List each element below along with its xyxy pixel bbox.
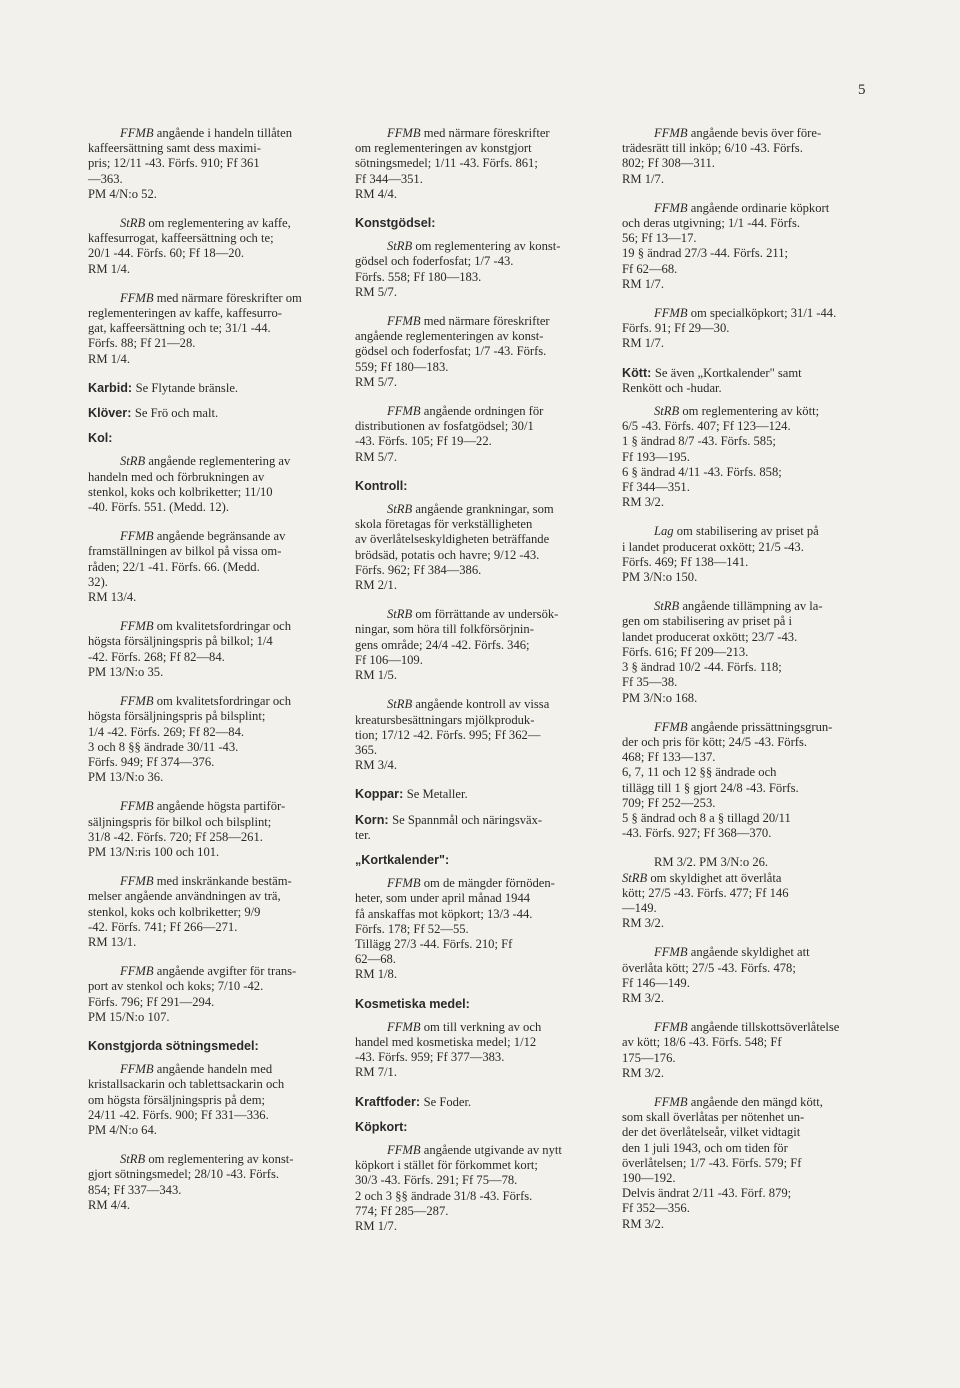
- entry-line: PM 3/N:o 150.: [622, 570, 698, 585]
- entry-line: kreatursbesättningars mjölkproduk-: [355, 712, 535, 727]
- entry-line: RM 1/7.: [622, 336, 664, 351]
- entry-line: Ff 62—68.: [622, 261, 678, 276]
- entry-line: StRB angående reglementering av: [120, 454, 291, 469]
- index-entry: [88, 291, 334, 367]
- index-entry: [88, 1062, 334, 1138]
- heading-label: Kol:: [88, 431, 113, 446]
- entry-line: RM 5/7.: [355, 449, 397, 464]
- entry-line: 1 § ändrad 8/7 -43. Förfs. 585;: [622, 434, 776, 449]
- entry-line: RM 1/4.: [88, 261, 130, 276]
- entry-line: 2 och 3 §§ ändrade 31/8 -43. Förfs.: [355, 1188, 533, 1203]
- heading-label: Kontroll:: [355, 478, 408, 493]
- entry-line: gödsel och foderfosfat; 1/7 -43. Förfs.: [355, 344, 547, 359]
- entry-line: -42. Förfs. 268; Ff 82—84.: [88, 649, 225, 664]
- heading-reference: Se Spannmål och näringsväx-: [392, 812, 543, 827]
- section-heading: [355, 787, 601, 802]
- index-entry: [622, 1095, 872, 1232]
- column-2: [355, 126, 601, 1248]
- entry-line: ningar, som höra till folkförsörjnin-: [355, 622, 534, 637]
- entry-line: port av stenkol och koks; 7/10 -42.: [88, 979, 264, 994]
- heading-reference: Se Metaller.: [406, 787, 468, 802]
- entry-line: FFMB med närmare föreskrifter om: [120, 290, 302, 305]
- entry-line: pris; 12/11 -43. Förfs. 910; Ff 361: [88, 156, 260, 171]
- entry-line: RM 3/2.: [622, 990, 664, 1005]
- entry-line: 5 § ändrad och 8 a § tillagd 20/11: [622, 810, 791, 825]
- entry-line: StRB om reglementering av kaffe,: [120, 216, 291, 231]
- index-entry: [355, 502, 601, 593]
- index-entry: [88, 126, 334, 202]
- heading-label: Kött:: [622, 365, 652, 380]
- entry-line: högsta försäljningspris på bilkol; 1/4: [88, 634, 273, 649]
- entry-line: av kött; 18/6 -43. Förfs. 548; Ff: [622, 1035, 782, 1050]
- entry-line: gens område; 24/4 -42. Förfs. 346;: [355, 637, 530, 652]
- index-entry: [622, 720, 872, 842]
- heading-reference-continued: ter.: [355, 827, 371, 842]
- entry-line: få anskaffas mot köpkort; 13/3 -44.: [355, 906, 533, 921]
- entry-line: stenkol, koks och kolbriketter; 9/9: [88, 904, 261, 919]
- entry-line: RM 3/2.: [622, 1216, 664, 1231]
- heading-label: Karbid:: [88, 380, 133, 395]
- section-heading: [622, 366, 872, 396]
- entry-line: —363.: [88, 171, 123, 186]
- heading-label: Köpkort:: [355, 1119, 408, 1134]
- entry-line: StRB om reglementering av konst-: [387, 239, 561, 254]
- entry-line: Förfs. 949; Ff 374—376.: [88, 754, 215, 769]
- index-entry: [355, 876, 601, 982]
- entry-line: Ff 352—356.: [622, 1201, 690, 1216]
- entry-line: PM 4/N:o 64.: [88, 1122, 157, 1137]
- entry-line: FFMB angående högsta partiför-: [120, 799, 286, 814]
- entry-line: FFMB angående bevis över före-: [654, 126, 822, 140]
- entry-line: FFMB med närmare föreskrifter: [387, 314, 550, 329]
- entry-line: 559; Ff 180—183.: [355, 359, 449, 374]
- entry-line: överlåta kött; 27/5 -43. Förfs. 478;: [622, 960, 796, 975]
- entry-line: gat, kaffeersättning och te; 31/1 -44.: [88, 321, 271, 336]
- section-heading: [88, 1039, 334, 1054]
- entry-line: Förfs. 558; Ff 180—183.: [355, 269, 482, 284]
- entry-line: RM 7/1.: [355, 1065, 397, 1080]
- column-3: [622, 126, 872, 1246]
- entry-line: Ff 106—109.: [355, 652, 423, 667]
- entry-line: Förfs. 796; Ff 291—294.: [88, 994, 215, 1009]
- section-heading: [88, 381, 334, 396]
- index-entry: [355, 697, 601, 773]
- heading-label: Kraftfoder:: [355, 1094, 421, 1109]
- index-entry: [88, 694, 334, 785]
- entry-line: köpkort i stället för förkommet kort;: [355, 1158, 538, 1173]
- index-entry: [355, 404, 601, 465]
- entry-line: FFMB angående ordningen för: [387, 404, 544, 419]
- entry-line: Ff 146—149.: [622, 975, 690, 990]
- entry-line: och deras utgivning; 1/1 -44. Förfs.: [622, 216, 801, 231]
- entry-line: 19 § ändrad 27/3 -44. Förfs. 211;: [622, 246, 789, 261]
- entry-line: 1/4 -42. Förfs. 269; Ff 82—84.: [88, 724, 245, 739]
- entry-line: RM 1/7.: [622, 276, 664, 291]
- entry-line: 6, 7, 11 och 12 §§ ändrade och: [622, 765, 777, 780]
- heading-label: Konstgödsel:: [355, 216, 436, 231]
- entry-line: FFMB med inskränkande bestäm-: [120, 874, 292, 889]
- heading-reference: Se Foder.: [423, 1094, 472, 1109]
- section-heading: [355, 997, 601, 1012]
- entry-line: StRB om skyldighet att överlåta: [622, 870, 782, 885]
- index-entry: [88, 1152, 334, 1213]
- index-entry: [88, 529, 334, 605]
- entry-line: FFMB angående i handeln tillåten: [120, 126, 293, 140]
- entry-line: överlåtelsen; 1/7 -43. Förfs. 579; Ff: [622, 1155, 802, 1170]
- entry-line: kristallsackarin och tablettsackarin och: [88, 1077, 285, 1092]
- entry-line: RM 1/8.: [355, 967, 397, 982]
- entry-line: PM 15/N:o 107.: [88, 1009, 170, 1024]
- entry-line: RM 5/7.: [355, 284, 397, 299]
- section-heading: [355, 479, 601, 494]
- entry-line: kaffesurrogat, kaffeersättning och te;: [88, 231, 274, 246]
- entry-line: reglementeringen av kaffe, kaffesurro-: [88, 306, 282, 321]
- index-entry: [622, 945, 872, 1006]
- entry-line: FFMB angående prissättningsgrun-: [654, 719, 833, 734]
- index-entry: [88, 874, 334, 950]
- entry-line: 6 § ändrad 4/11 -43. Förfs. 858;: [622, 464, 782, 479]
- entry-line: 468; Ff 133—137.: [622, 750, 716, 765]
- entry-line: skola företagas för verkställigheten: [355, 517, 533, 532]
- entry-line: StRB angående kontroll av vissa: [387, 697, 550, 712]
- entry-line: stenkol, koks och kolbriketter; 11/10: [88, 484, 273, 499]
- entry-line: StRB om förrättande av undersök-: [387, 607, 559, 622]
- entry-line: om reglementeringen av konstgjort: [355, 141, 532, 156]
- entry-line: melser angående användningen av trä,: [88, 889, 281, 904]
- entry-line: 20/1 -44. Förfs. 60; Ff 18—20.: [88, 246, 245, 261]
- index-entry: [355, 239, 601, 300]
- index-entry: [88, 799, 334, 860]
- entry-line: RM 1/7.: [622, 171, 664, 186]
- entry-line: heter, som under april månad 1944: [355, 891, 531, 906]
- entry-line: StRB angående tillämpning av la-: [654, 599, 823, 614]
- entry-line: RM 13/4.: [88, 590, 137, 605]
- entry-line: handel med kosmetiska medel; 1/12: [355, 1034, 537, 1049]
- entry-line: Förfs. 88; Ff 21—28.: [88, 336, 196, 351]
- page-number: 5: [858, 82, 866, 98]
- entry-line: RM 3/2.: [622, 1065, 664, 1080]
- index-entry: [355, 314, 601, 390]
- entry-line: tion; 17/12 -42. Förfs. 995; Ff 362—: [355, 727, 541, 742]
- entry-line: PM 3/N:o 168.: [622, 690, 698, 705]
- entry-line: högsta försäljningspris på bilsplint;: [88, 709, 266, 724]
- entry-line: gjort sötningsmedel; 28/10 -43. Förfs.: [88, 1167, 279, 1182]
- entry-line: FFMB angående skyldighet att: [654, 945, 810, 960]
- entry-line: kött; 27/5 -43. Förfs. 477; Ff 146: [622, 885, 789, 900]
- entry-line: kaffeersättning samt dess maximi-: [88, 141, 261, 156]
- entry-line: -43. Förfs. 105; Ff 19—22.: [355, 434, 492, 449]
- entry-line: FFMB om kvalitetsfordringar och: [120, 619, 292, 634]
- entry-line: FFMB om de mängder förnöden-: [387, 876, 555, 891]
- entry-line: FFMB om till verkning av och: [387, 1019, 542, 1034]
- entry-line: Delvis ändrat 2/11 -43. Förf. 879;: [622, 1186, 792, 1201]
- heading-label: „Kortkalender":: [355, 852, 450, 867]
- entry-line: der och pris för kött; 24/5 -43. Förfs.: [622, 734, 808, 749]
- entry-line: der det överlåtelseår, vilket vidtagit: [622, 1125, 801, 1140]
- entry-line: 62—68.: [355, 952, 396, 967]
- entry-line: Förfs. 616; Ff 209—213.: [622, 644, 749, 659]
- entry-line: -43. Förfs. 927; Ff 368—370.: [622, 826, 772, 841]
- entry-line: FFMB angående handeln med: [120, 1062, 273, 1077]
- entry-line: FFMB angående begränsande av: [120, 529, 286, 544]
- entry-line: RM 3/4.: [355, 758, 397, 773]
- entry-line: FFMB angående tillskottsöverlåtelse: [654, 1020, 840, 1035]
- entry-line: om högsta försäljningspris på dem;: [88, 1092, 265, 1107]
- entry-line: 774; Ff 285—287.: [355, 1203, 449, 1218]
- entry-line: i landet producerat oxkött; 21/5 -43.: [622, 539, 804, 554]
- section-heading: [355, 1120, 601, 1135]
- entry-line: -42. Förfs. 741; Ff 266—271.: [88, 919, 238, 934]
- section-heading: [88, 431, 334, 446]
- entry-line: -43. Förfs. 959; Ff 377—383.: [355, 1050, 505, 1065]
- heading-label: Konstgjorda sötningsmedel:: [88, 1038, 259, 1053]
- entry-line: gödsel och foderfosfat; 1/7 -43.: [355, 254, 514, 269]
- entry-line: FFMB angående ordinarie köpkort: [654, 200, 830, 215]
- entry-line: 32).: [88, 574, 108, 589]
- heading-reference: Se Frö och malt.: [134, 406, 219, 421]
- index-entry: [622, 404, 872, 510]
- entry-line: FFMB angående utgivande av nytt: [387, 1142, 562, 1157]
- entry-line: StRB angående grankningar, som: [387, 502, 554, 517]
- section-heading: [355, 1095, 601, 1110]
- entry-line: brödsäd, potatis och havre; 9/12 -43.: [355, 547, 540, 562]
- entry-line: —149.: [622, 900, 657, 915]
- entry-line: Förfs. 91; Ff 29—30.: [622, 321, 730, 336]
- heading-label: Kosmetiska medel:: [355, 996, 470, 1011]
- index-entry: [622, 599, 872, 705]
- index-entry: [622, 306, 872, 352]
- entry-line: sötningsmedel; 1/11 -43. Förfs. 861;: [355, 156, 538, 171]
- index-entry: [622, 1020, 872, 1081]
- entry-line: RM 1/7.: [355, 1218, 397, 1233]
- section-heading: [88, 406, 334, 421]
- entry-line: tillägg till 1 § gjort 24/8 -43. Förfs.: [622, 780, 799, 795]
- entry-line: Förfs. 469; Ff 138—141.: [622, 554, 749, 569]
- entry-line: RM 4/4.: [355, 186, 397, 201]
- entry-line: säljningspris för bilkol och bilsplint;: [88, 814, 272, 829]
- heading-label: Koppar:: [355, 787, 404, 802]
- index-entry: [355, 126, 601, 202]
- heading-label: Korn:: [355, 812, 389, 827]
- entry-line: trädesrätt till inköp; 6/10 -43. Förfs.: [622, 141, 803, 156]
- entry-line: Lag om stabilisering av priset på: [654, 524, 819, 539]
- entry-line: 31/8 -42. Förfs. 720; Ff 258—261.: [88, 829, 263, 844]
- entry-line: angående reglementeringen av konst-: [355, 329, 544, 344]
- index-entry: [355, 1020, 601, 1081]
- index-entry: [355, 607, 601, 683]
- entry-line: 854; Ff 337—343.: [88, 1182, 182, 1197]
- entry-line: den 1 juli 1943, och om tiden för: [622, 1140, 788, 1155]
- entry-line: gen om stabilisering av priset på i: [622, 614, 792, 629]
- index-entry: [88, 619, 334, 680]
- entry-line: FFMB om kvalitetsfordringar och: [120, 694, 292, 709]
- entry-line: FFMB angående avgifter för trans-: [120, 964, 297, 979]
- entry-line: StRB om reglementering av kött;: [654, 404, 820, 419]
- entry-line: Ff 193—195.: [622, 449, 690, 464]
- entry-line: FFMB om specialköpkort; 31/1 -44.: [654, 306, 837, 321]
- entry-line: FFMB med närmare föreskrifter: [387, 126, 550, 140]
- entry-line: Förfs. 178; Ff 52—55.: [355, 921, 469, 936]
- heading-label: Klöver:: [88, 406, 132, 421]
- entry-line: Förfs. 962; Ff 384—386.: [355, 562, 482, 577]
- entry-line: 365.: [355, 742, 378, 757]
- entry-line: 3 och 8 §§ ändrade 30/11 -43.: [88, 739, 239, 754]
- index-entry: [622, 524, 872, 585]
- entry-line: distributionen av fosfatgödsel; 30/1: [355, 419, 534, 434]
- entry-line: FFMB angående den mängd kött,: [654, 1094, 823, 1109]
- entry-line: RM 3/2. PM 3/N:o 26.: [654, 855, 769, 870]
- heading-reference: Se även „Kortkalender" samt: [654, 365, 802, 380]
- entry-line: landet producerat oxkött; 23/7 -43.: [622, 629, 798, 644]
- entry-line: RM 2/1.: [355, 578, 397, 593]
- index-entry: [622, 201, 872, 292]
- entry-line: 6/5 -43. Förfs. 407; Ff 123—124.: [622, 419, 791, 434]
- entry-line: RM 3/2.: [622, 495, 664, 510]
- entry-line: PM 13/N:ris 100 och 101.: [88, 844, 220, 859]
- entry-line: 175—176.: [622, 1050, 676, 1065]
- entry-line: framställningen av bilkol på vissa om-: [88, 544, 282, 559]
- section-heading: [355, 853, 601, 868]
- entry-line: 190—192.: [622, 1170, 676, 1185]
- entry-line: Ff 344—351.: [622, 480, 690, 495]
- entry-line: StRB om reglementering av konst-: [120, 1152, 294, 1167]
- entry-line: 30/3 -43. Förfs. 291; Ff 75—78.: [355, 1173, 518, 1188]
- column-1: [88, 126, 334, 1227]
- entry-line: 3 § ändrad 10/2 -44. Förfs. 118;: [622, 660, 782, 675]
- entry-line: Ff 35—38.: [622, 675, 678, 690]
- section-heading: [355, 813, 601, 843]
- entry-line: PM 4/N:o 52.: [88, 186, 157, 201]
- entry-line: RM 5/7.: [355, 374, 397, 389]
- entry-line: som skall överlåtas per nötenhet un-: [622, 1110, 805, 1125]
- entry-line: RM 1/5.: [355, 668, 397, 683]
- index-entry: [622, 126, 872, 187]
- entry-line: Tillägg 27/3 -44. Förfs. 210; Ff: [355, 936, 513, 951]
- entry-line: handeln med och förbrukningen av: [88, 469, 265, 484]
- entry-line: 802; Ff 308—311.: [622, 156, 715, 171]
- entry-line: RM 3/2.: [622, 916, 664, 931]
- entry-line: RM 4/4.: [88, 1197, 130, 1212]
- entry-line: av överlåtelseskyldigheten beträffande: [355, 532, 550, 547]
- entry-line: -40. Förfs. 551. (Medd. 12).: [88, 500, 229, 515]
- index-entry: [88, 454, 334, 515]
- entry-line: 56; Ff 13—17.: [622, 231, 697, 246]
- index-entry: [88, 964, 334, 1025]
- index-entry: [622, 855, 872, 931]
- entry-line: 709; Ff 252—253.: [622, 795, 716, 810]
- heading-reference-continued: Renkött och -hudar.: [622, 380, 722, 395]
- entry-line: 24/11 -42. Förfs. 900; Ff 331—336.: [88, 1107, 269, 1122]
- entry-line: RM 1/4.: [88, 351, 130, 366]
- entry-line: råden; 22/1 -41. Förfs. 66. (Medd.: [88, 559, 260, 574]
- heading-reference: Se Flytande bränsle.: [135, 380, 239, 395]
- entry-line: PM 13/N:o 36.: [88, 770, 164, 785]
- section-heading: [355, 216, 601, 231]
- index-entry: [355, 1143, 601, 1234]
- entry-line: RM 13/1.: [88, 934, 137, 949]
- index-entry: [88, 216, 334, 277]
- entry-line: Ff 344—351.: [355, 171, 423, 186]
- entry-line: PM 13/N:o 35.: [88, 664, 164, 679]
